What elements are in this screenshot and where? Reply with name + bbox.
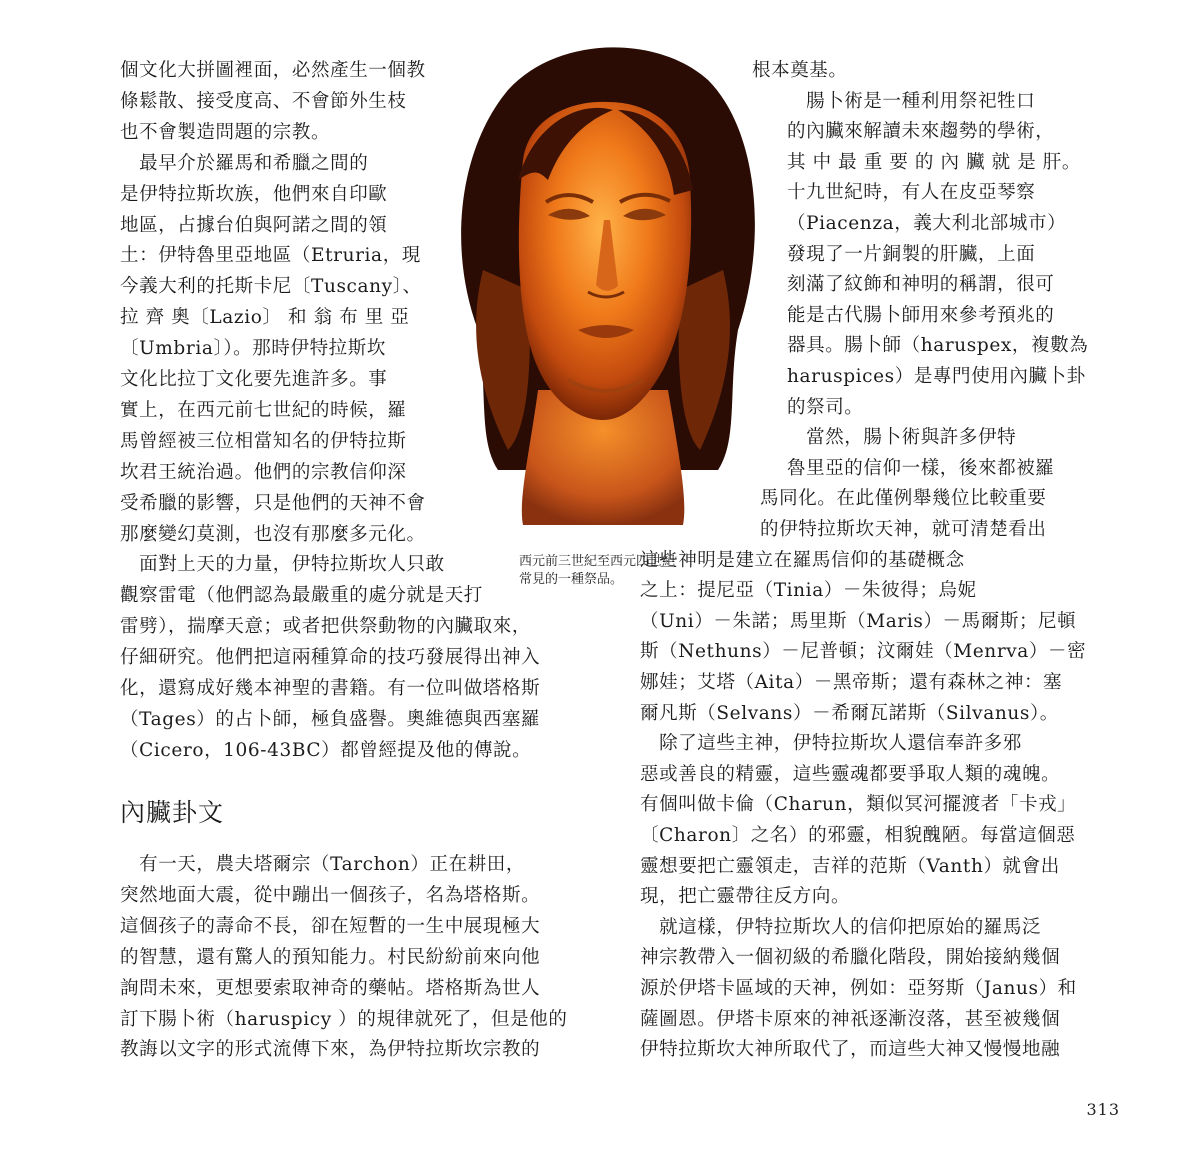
text-line: （Tages）的占卜師，極負盛譽。奧維德與西塞羅 [120, 708, 541, 730]
text-line: 的智慧，還有驚人的預知能力。村民紛紛前來向他 [120, 946, 541, 968]
text-line: 馬曾經被三位相當知名的伊特拉斯 [120, 430, 407, 452]
text-line: 是伊特拉斯坎族，他們來自印歐 [120, 183, 388, 205]
text-line: 土：伊特魯里亞地區（Etruria，現 [120, 245, 421, 267]
text-line: 〔Umbria〕）。那時伊特拉斯坎 [120, 338, 386, 360]
text-line: 突然地面大震，從中蹦出一個孩子，名為塔格斯。 [120, 884, 541, 906]
text-line: 面對上天的力量，伊特拉斯坎人只敢 [120, 554, 445, 576]
text-line: 拉 齊 奧〔Lazio〕 和 翁 布 里 亞 [120, 307, 410, 329]
text-line: 觀察雷電（他們認為最嚴重的處分就是天打 [120, 585, 483, 607]
figure-caption-line-2: 常見的一種祭品。 [519, 572, 624, 587]
page-number: 313 [1086, 1100, 1120, 1119]
text-line: 實上，在西元前七世紀的時候，羅 [120, 399, 407, 421]
text-line: 薩圖恩。伊塔卡原來的神祇逐漸沒落，甚至被幾個 [640, 1008, 1061, 1030]
text-line: 發現了一片銅製的肝臟，上面 [787, 243, 1036, 265]
text-line: 的內臟來解讀未來趨勢的學術， [787, 121, 1055, 143]
text-line: haruspices）是專門使用內臟卜卦 [787, 366, 1086, 387]
text-line: 馬同化。在此僅例舉幾位比較重要 [760, 488, 1047, 510]
text-line: 那麼變幻莫測，也沒有那麼多元化。 [120, 523, 426, 545]
text-line: 神宗教帶入一個初級的希臘化階段，開始接納幾個 [640, 947, 1061, 969]
text-line: 文化比拉丁文化要先進許多。事 [120, 369, 388, 390]
text-line: 這個孩子的壽命不長，卻在短暫的一生中展現極大 [120, 915, 541, 937]
text-line: 詢問未來，更想要索取神奇的藥帖。塔格斯為世人 [120, 977, 541, 999]
text-line: 爾凡斯（Selvans）－希爾瓦諾斯（Silvanus）。 [640, 702, 1059, 724]
text-line: 有一天，農夫塔爾宗（Tarchon）正在耕田， [120, 854, 526, 875]
text-line: 坎君王統治過。他們的宗教信仰深 [120, 461, 407, 483]
text-line: 斯（Nethuns）－尼普頓；汶爾娃（Menrva）－密 [640, 641, 1087, 663]
text-line: 娜娃；艾塔（Aita）－黑帝斯；還有森林之神：塞 [640, 672, 1063, 693]
text-line: 十九世紀時，有人在皮亞琴察 [787, 182, 1036, 204]
text-line: 教誨以文字的形式流傳下來，為伊特拉斯坎宗教的 [120, 1039, 541, 1061]
text-line: 根本奠基。 [752, 60, 848, 81]
text-line: 〔Charon〕之名）的邪靈，相貌醜陋。每當這個惡 [640, 825, 1076, 846]
text-line: 化，還寫成好幾本神聖的書籍。有一位叫做塔格斯 [120, 678, 541, 699]
text-line: 能是古代腸卜師用來參考預兆的 [787, 304, 1055, 326]
text-line: 惡或善良的精靈，這些靈魂都要爭取人類的魂魄。 [640, 763, 1061, 785]
text-line: 腸卜術是一種利用祭祀牲口 [787, 90, 1036, 112]
text-line: 也不會製造問題的宗教。 [120, 121, 331, 143]
text-line: 最早介於羅馬和希臘之間的 [120, 152, 369, 174]
terracotta-head-figure [438, 30, 768, 530]
text-line: 今義大利的托斯卡尼〔Tuscany〕、 [120, 276, 422, 298]
text-line: 這些神明是建立在羅馬信仰的基礎概念 [640, 549, 965, 571]
text-line: 伊特拉斯坎大神所取代了，而這些大神又慢慢地融 [640, 1039, 1061, 1061]
text-line: 雷劈），揣摩天意；或者把供祭動物的內臟取來， [120, 616, 531, 638]
text-line: （Cicero，106-43BC）都曾經提及他的傳說。 [120, 739, 532, 761]
text-line: 現，把亡靈帶往反方向。 [640, 886, 851, 908]
text-line: 刻滿了紋飾和神明的稱謂，很可 [787, 274, 1055, 296]
text-line: 其 中 最 重 要 的 內 臟 就 是 肝。 [787, 151, 1082, 173]
terracotta-head-illustration [438, 30, 768, 530]
text-line: （Uni）－朱諾；馬里斯（Maris）－馬爾斯；尼頓 [640, 610, 1077, 632]
text-line: 當然，腸卜術與許多伊特 [787, 427, 1017, 449]
figure-caption-line-1: 西元前三世紀至西元四世紀 [519, 554, 676, 569]
text-line: 除了這些主神，伊特拉斯坎人還信奉許多邪 [640, 733, 1023, 755]
text-line: 仔細研究。他們把這兩種算命的技巧發展得出神入 [120, 647, 541, 669]
text-line: 之上：提尼亞（Tinia）－朱彼得；烏妮 [640, 580, 977, 602]
text-line: 的伊特拉斯坎天神，就可清楚看出 [760, 519, 1047, 540]
text-line: 就這樣，伊特拉斯坎人的信仰把原始的羅馬泛 [640, 916, 1042, 938]
text-line: 地區，占據台伯與阿諾之間的領 [120, 214, 388, 236]
text-line: 器具。腸卜師（haruspex，複數為 [787, 335, 1089, 357]
text-line: 的祭司。 [787, 396, 864, 418]
text-line: 個文化大拼圖裡面，必然產生一個教 [120, 60, 426, 81]
text-line: 靈想要把亡靈領走，吉祥的范斯（Vanth）就會出 [640, 855, 1060, 877]
text-line: 條鬆散、接受度高、不會節外生枝 [120, 90, 407, 112]
section-heading: 內臟卦文 [120, 798, 225, 827]
text-line: 有個叫做卡倫（Charun，類似冥河擺渡者「卡戎」 [640, 794, 1077, 816]
text-line: 源於伊塔卡區域的天神，例如：亞努斯（Janus）和 [640, 978, 1077, 999]
text-line: 魯里亞的信仰一樣，後來都被羅 [787, 457, 1055, 479]
text-line: 訂下腸卜術（haruspicy ）的規律就死了，但是他的 [120, 1008, 568, 1030]
text-line: （Piacenza，義大利北部城市） [787, 213, 1067, 234]
text-line: 受希臘的影響，只是他們的天神不會 [120, 492, 426, 514]
